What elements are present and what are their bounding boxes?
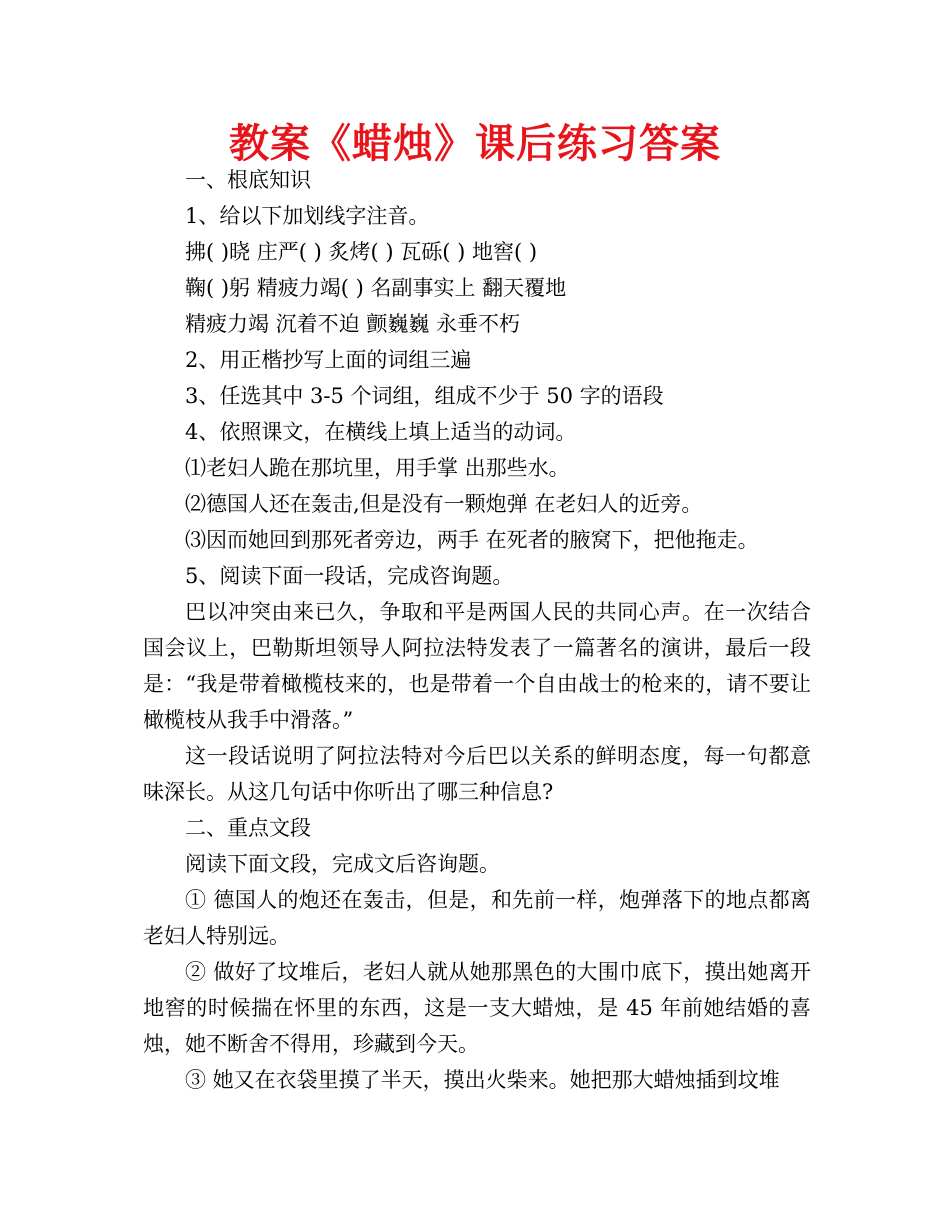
paragraph: 阅读下面文段，完成文后咨询题。 xyxy=(185,852,500,876)
paragraph: 二、重点文段 xyxy=(185,816,311,840)
paragraph: 这一段话说明了阿拉法特对今后巴以关系的鲜明态度，每一句都意味深长。从这几句话中你听出了哪三种信息? xyxy=(143,744,811,804)
page-title: 教案《蜡烛》课后练习答案 xyxy=(229,121,721,167)
paragraph: 4、依照课文，在横线上填上适当的动词。 xyxy=(185,420,577,444)
paragraph: ⑴老妇人跪在那坑里，用手掌 出那些水。 xyxy=(185,456,570,480)
paragraph: ① 德国人的炮还在轰击，但是，和先前一样，炮弹落下的地点都离老妇人特别远。 xyxy=(143,888,811,948)
paragraph: ⑵德国人还在轰击,但是没有一颗炮弹 在老妇人的近旁。 xyxy=(185,492,703,516)
paragraph: ② 做好了坟堆后，老妇人就从她那黑色的大围巾底下，摸出她离开地窖的时候揣在怀里的东西，这是一支大蜡烛，是 45 年前她结婚的喜烛，她不断舍不得用，珍藏到今天。 xyxy=(143,960,811,1056)
paragraph: 精疲力竭 沉着不迫 颤巍巍 永垂不朽 xyxy=(185,312,521,336)
paragraph: 巴以冲突由来已久，争取和平是两国人民的共同心声。在一次结合国会议上，巴勒斯坦领导人阿拉法特发表了一篇著名的演讲，最后一段是：“我是带着橄榄枝来的，也是带着一个自由战士的枪来的，请不要让橄榄枝从我手中滑落。” xyxy=(143,600,811,732)
paragraph: ⑶因而她回到那死者旁边，两手 在死者的腋窝下，把他拖走。 xyxy=(185,528,759,552)
paragraph: 2、用正楷抄写上面的词组三遍 xyxy=(185,348,472,372)
paragraph: 5、阅读下面一段话，完成咨询题。 xyxy=(185,564,514,588)
paragraph: ③ 她又在衣袋里摸了半天，摸出火柴来。她把那大蜡烛插到坟堆 xyxy=(185,1068,780,1092)
document-body xyxy=(143,162,811,1098)
paragraph: 3、任选其中 3-5 个词组，组成不少于 50 字的语段 xyxy=(185,384,664,408)
paragraph: 1、给以下加划线字注音。 xyxy=(185,204,430,228)
paragraph: 鞠( )躬 精疲力竭( ) 名副事实上 翻天覆地 xyxy=(185,276,567,300)
paragraph: 拂( )晓 庄严( ) 炙烤( ) 瓦砾( ) 地窖( ) xyxy=(185,240,538,264)
paragraph: 一、根底知识 xyxy=(185,168,311,192)
